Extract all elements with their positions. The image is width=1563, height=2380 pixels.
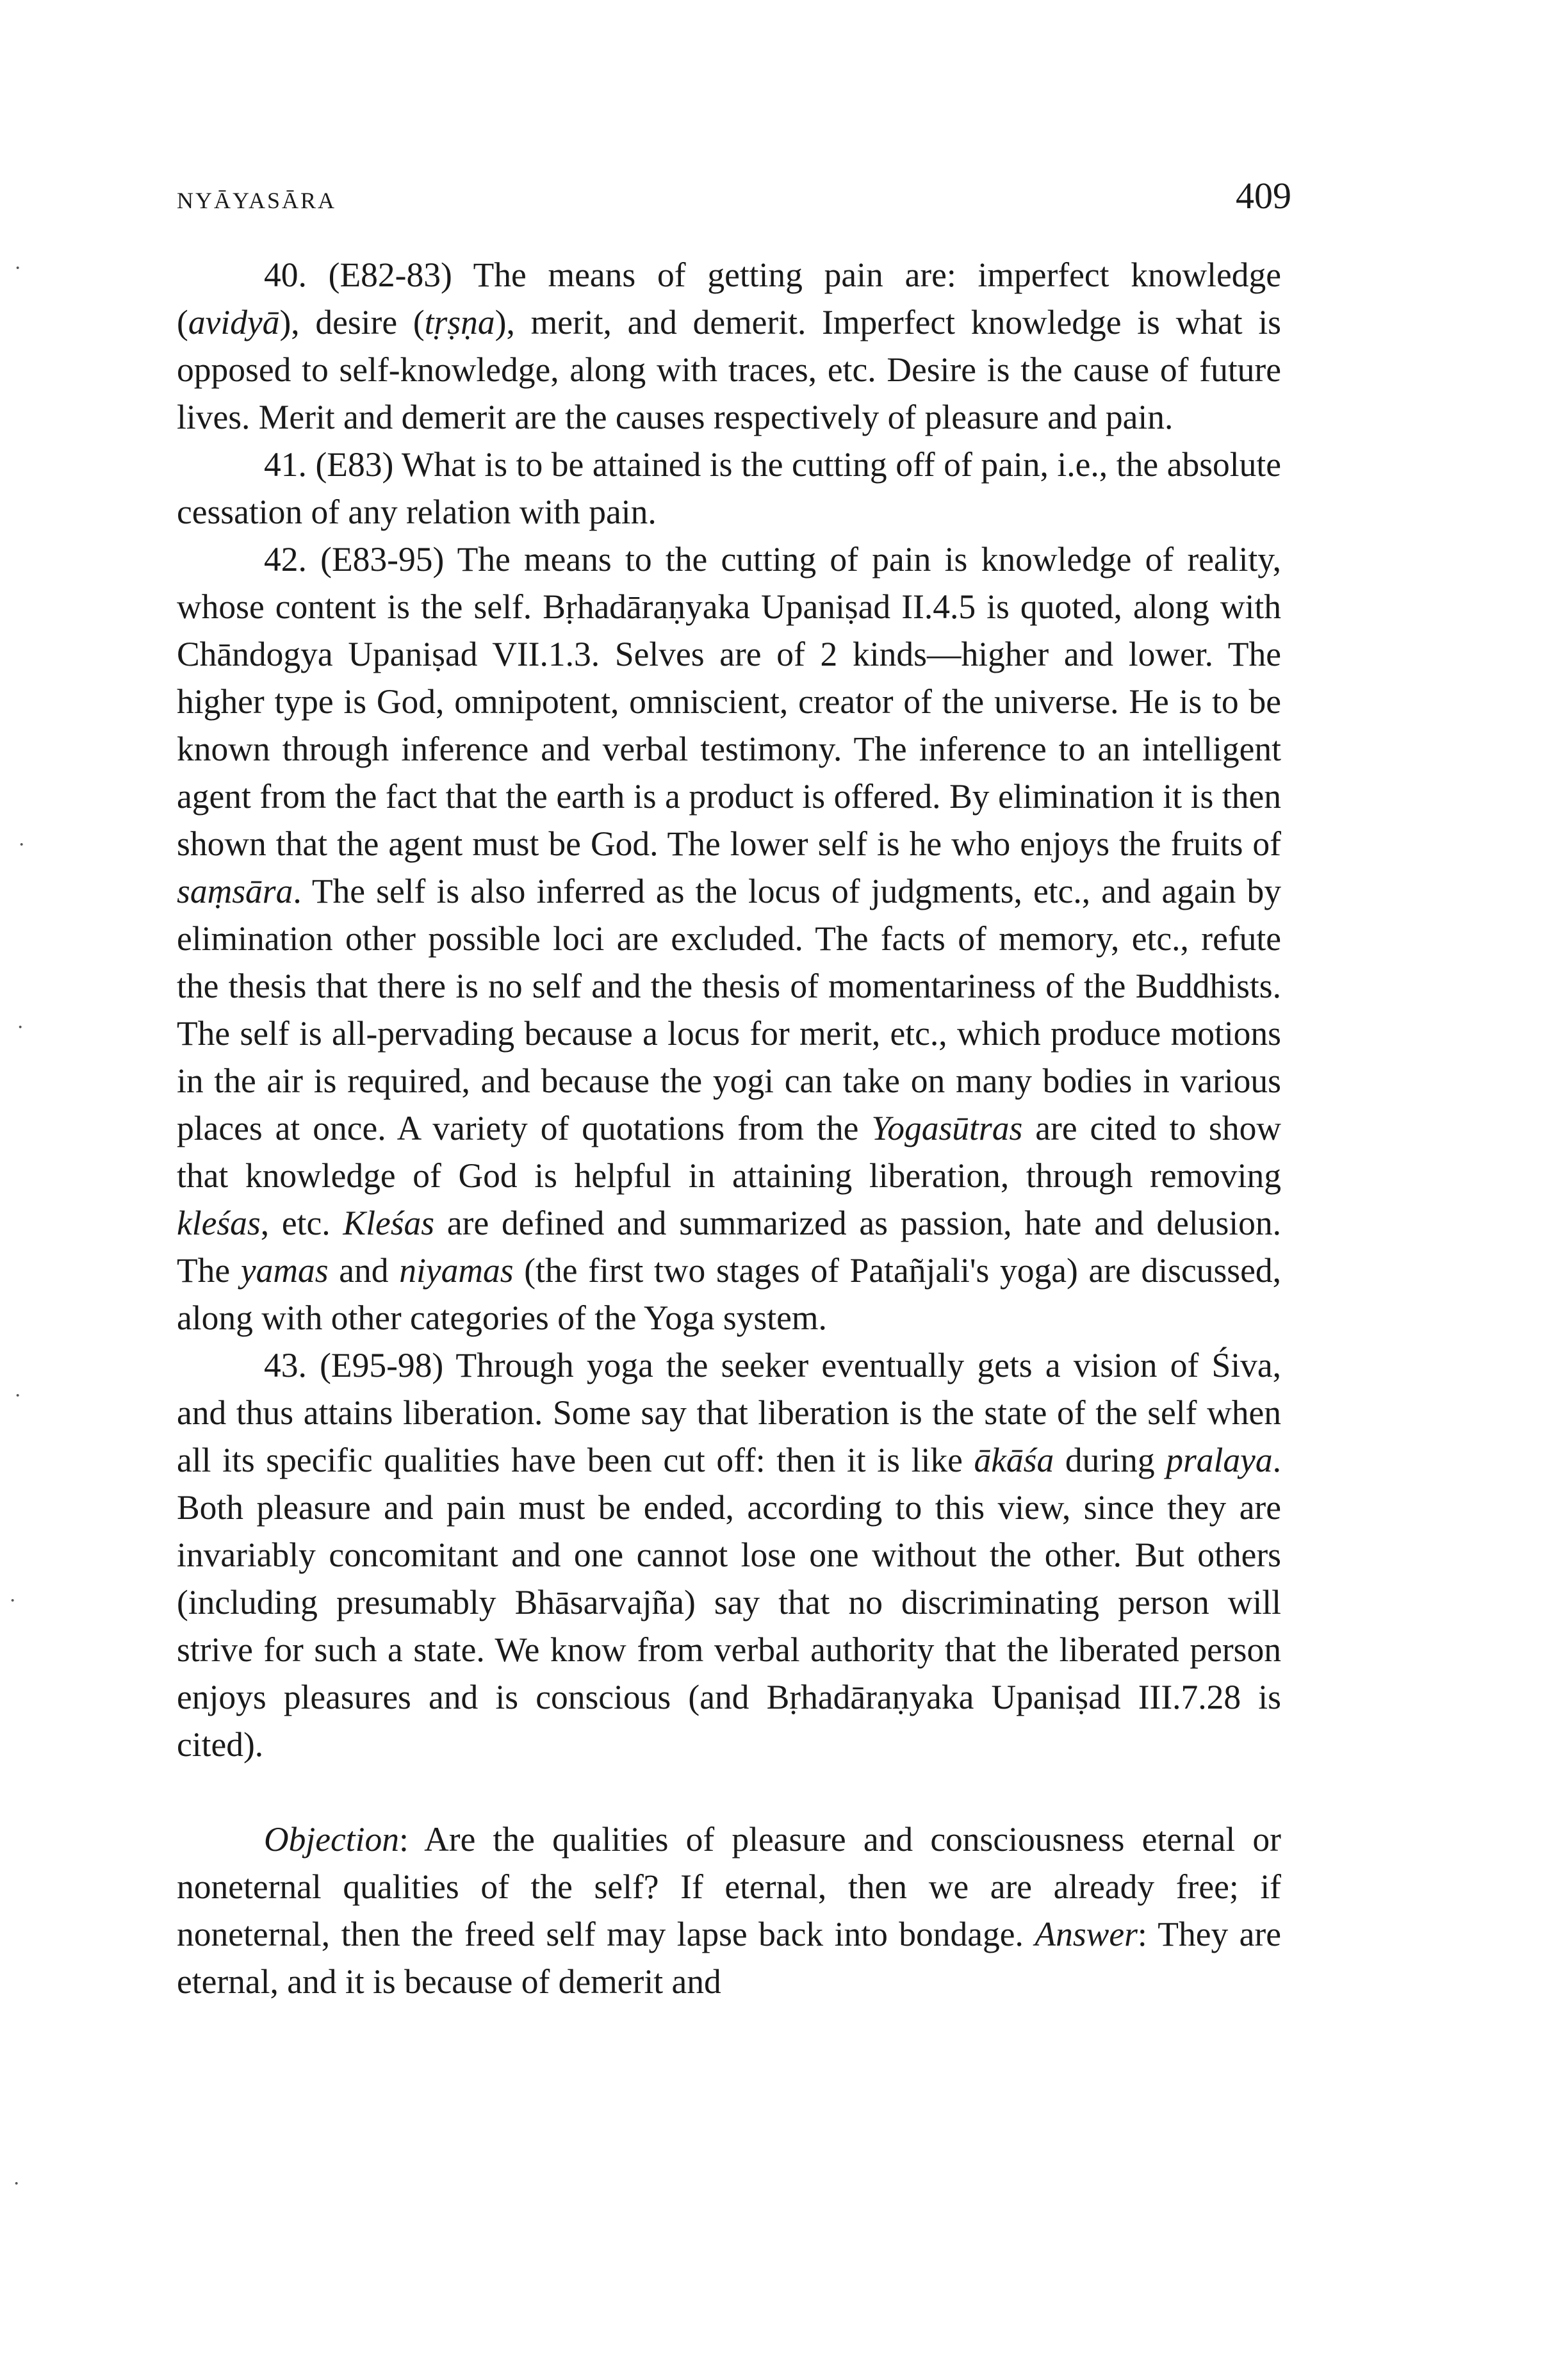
text-run: (the first two stages of Patañjali's yoga) are discussed, along with other categories of the Yoga system. <box>177 1251 1281 1337</box>
italic-term: niyamas <box>399 1251 514 1290</box>
italic-term: ākāśa <box>974 1441 1054 1479</box>
text-run: ), merit, and demerit. Imperfect knowledge is what is opposed to self-knowledge, along with traces, etc. Desire is the cause of future lives. Merit and demerit are the causes respectively of pleasure and pain. <box>177 303 1282 436</box>
italic-term: avidyā <box>188 303 280 341</box>
margin-mark: · <box>14 256 22 280</box>
text-run: . Both pleasure and pain must be ended, according to this view, since they are invariably concomitant and one cannot lose one without the other. But others (including presumably Bhāsarvajña) say that no discriminating person will strive for such a state. We know from verbal authority that the liberated person enjoys pleasures and is conscious (and Bṛhadāraṇyaka Upaniṣad III.7.28 is cited). <box>177 1441 1281 1764</box>
answer-label: Answer <box>1035 1915 1138 1953</box>
text-run: . The self is also inferred as the locus of judgments, etc., and again by elimination other possible loci are excluded. The facts of memory, etc., refute the thesis that there is no self and the thesis of momentariness of the Buddhists. The self is all-pervading because a locus for merit, etc., which produce motions in the air is required, and because the yogi can take on many bodies in various places at once. A variety of quotations from the <box>177 872 1281 1147</box>
text-run: 41. (E83) What is to be attained is the cutting off of pain, i.e., the absolute cessation of any relation with pain. <box>177 445 1281 531</box>
text-run: 40. (E82-83) The means of getting pain are: imperfect knowledge ( <box>177 256 1281 341</box>
paragraph-42 <box>177 536 1281 1342</box>
text-run: : Are the qualities of pleasure and consciousness eternal or noneternal qualities of the self? If eternal, then we are already free; if noneternal, then the freed self may lapse back into bondage. <box>177 1820 1281 1953</box>
italic-term: pralaya <box>1166 1441 1273 1479</box>
text-run: are cited to show that knowledge of God is helpful in attaining liberation, through removing <box>177 1109 1281 1195</box>
margin-mark: · <box>18 833 26 857</box>
italic-term: tṛṣṇa <box>424 303 495 341</box>
text-run: and <box>328 1251 400 1290</box>
text-run: 42. (E83-95) The means to the cutting of pain is knowledge of reality, whose content is the self. Bṛhadāraṇyaka Upaniṣad II.4.5 is quoted, along with Chāndogya Upaniṣad VII.1.3. Selves are of 2 kinds—higher and lower. The higher type is God, omnipotent, omniscient, creator of the universe. He is to be known through inference and verbal testimony. The inference to an intelligent agent from the fact that the earth is a product is offered. By elimination it is then shown that the agent must be God. The lower self is he who enjoys the fruits of <box>177 540 1281 863</box>
italic-term: Kleśas <box>343 1204 435 1242</box>
italic-term: yamas <box>240 1251 329 1290</box>
italic-term: kleśas <box>177 1204 261 1242</box>
margin-mark: · <box>17 1015 24 1039</box>
paragraph-40 <box>177 251 1281 441</box>
text-run: ), desire ( <box>279 303 425 341</box>
italic-term: Yogasūtras <box>871 1109 1023 1147</box>
italic-term: saṃsāra <box>177 872 293 910</box>
margin-mark: · <box>14 1384 22 1407</box>
paragraph-43 <box>177 1342 1281 1768</box>
running-head: NYĀYASĀRA <box>177 188 337 213</box>
objection-label: Objection <box>264 1820 399 1859</box>
margin-mark: · <box>13 2172 20 2195</box>
text-run: : They are eternal, and it is because of demerit and <box>177 1915 1281 2001</box>
margin-mark: · <box>9 1589 17 1613</box>
text-run: are defined and summarized as passion, hate and delusion. The <box>177 1204 1282 1290</box>
paragraph-41 <box>177 441 1281 536</box>
body-text <box>177 251 1281 2005</box>
paragraph-objection <box>177 1816 1281 2005</box>
text-run: during <box>1054 1441 1166 1479</box>
page-number: 409 <box>1236 175 1291 217</box>
text-run: , etc. <box>260 1204 343 1242</box>
text-run: 43. (E95-98) Through yoga the seeker eventually gets a vision of Śiva, and thus attains liberation. Some say that liberation is the state of the self when all its specific qualities have been cut off: then it is like <box>177 1346 1281 1479</box>
page-header <box>177 174 1291 226</box>
